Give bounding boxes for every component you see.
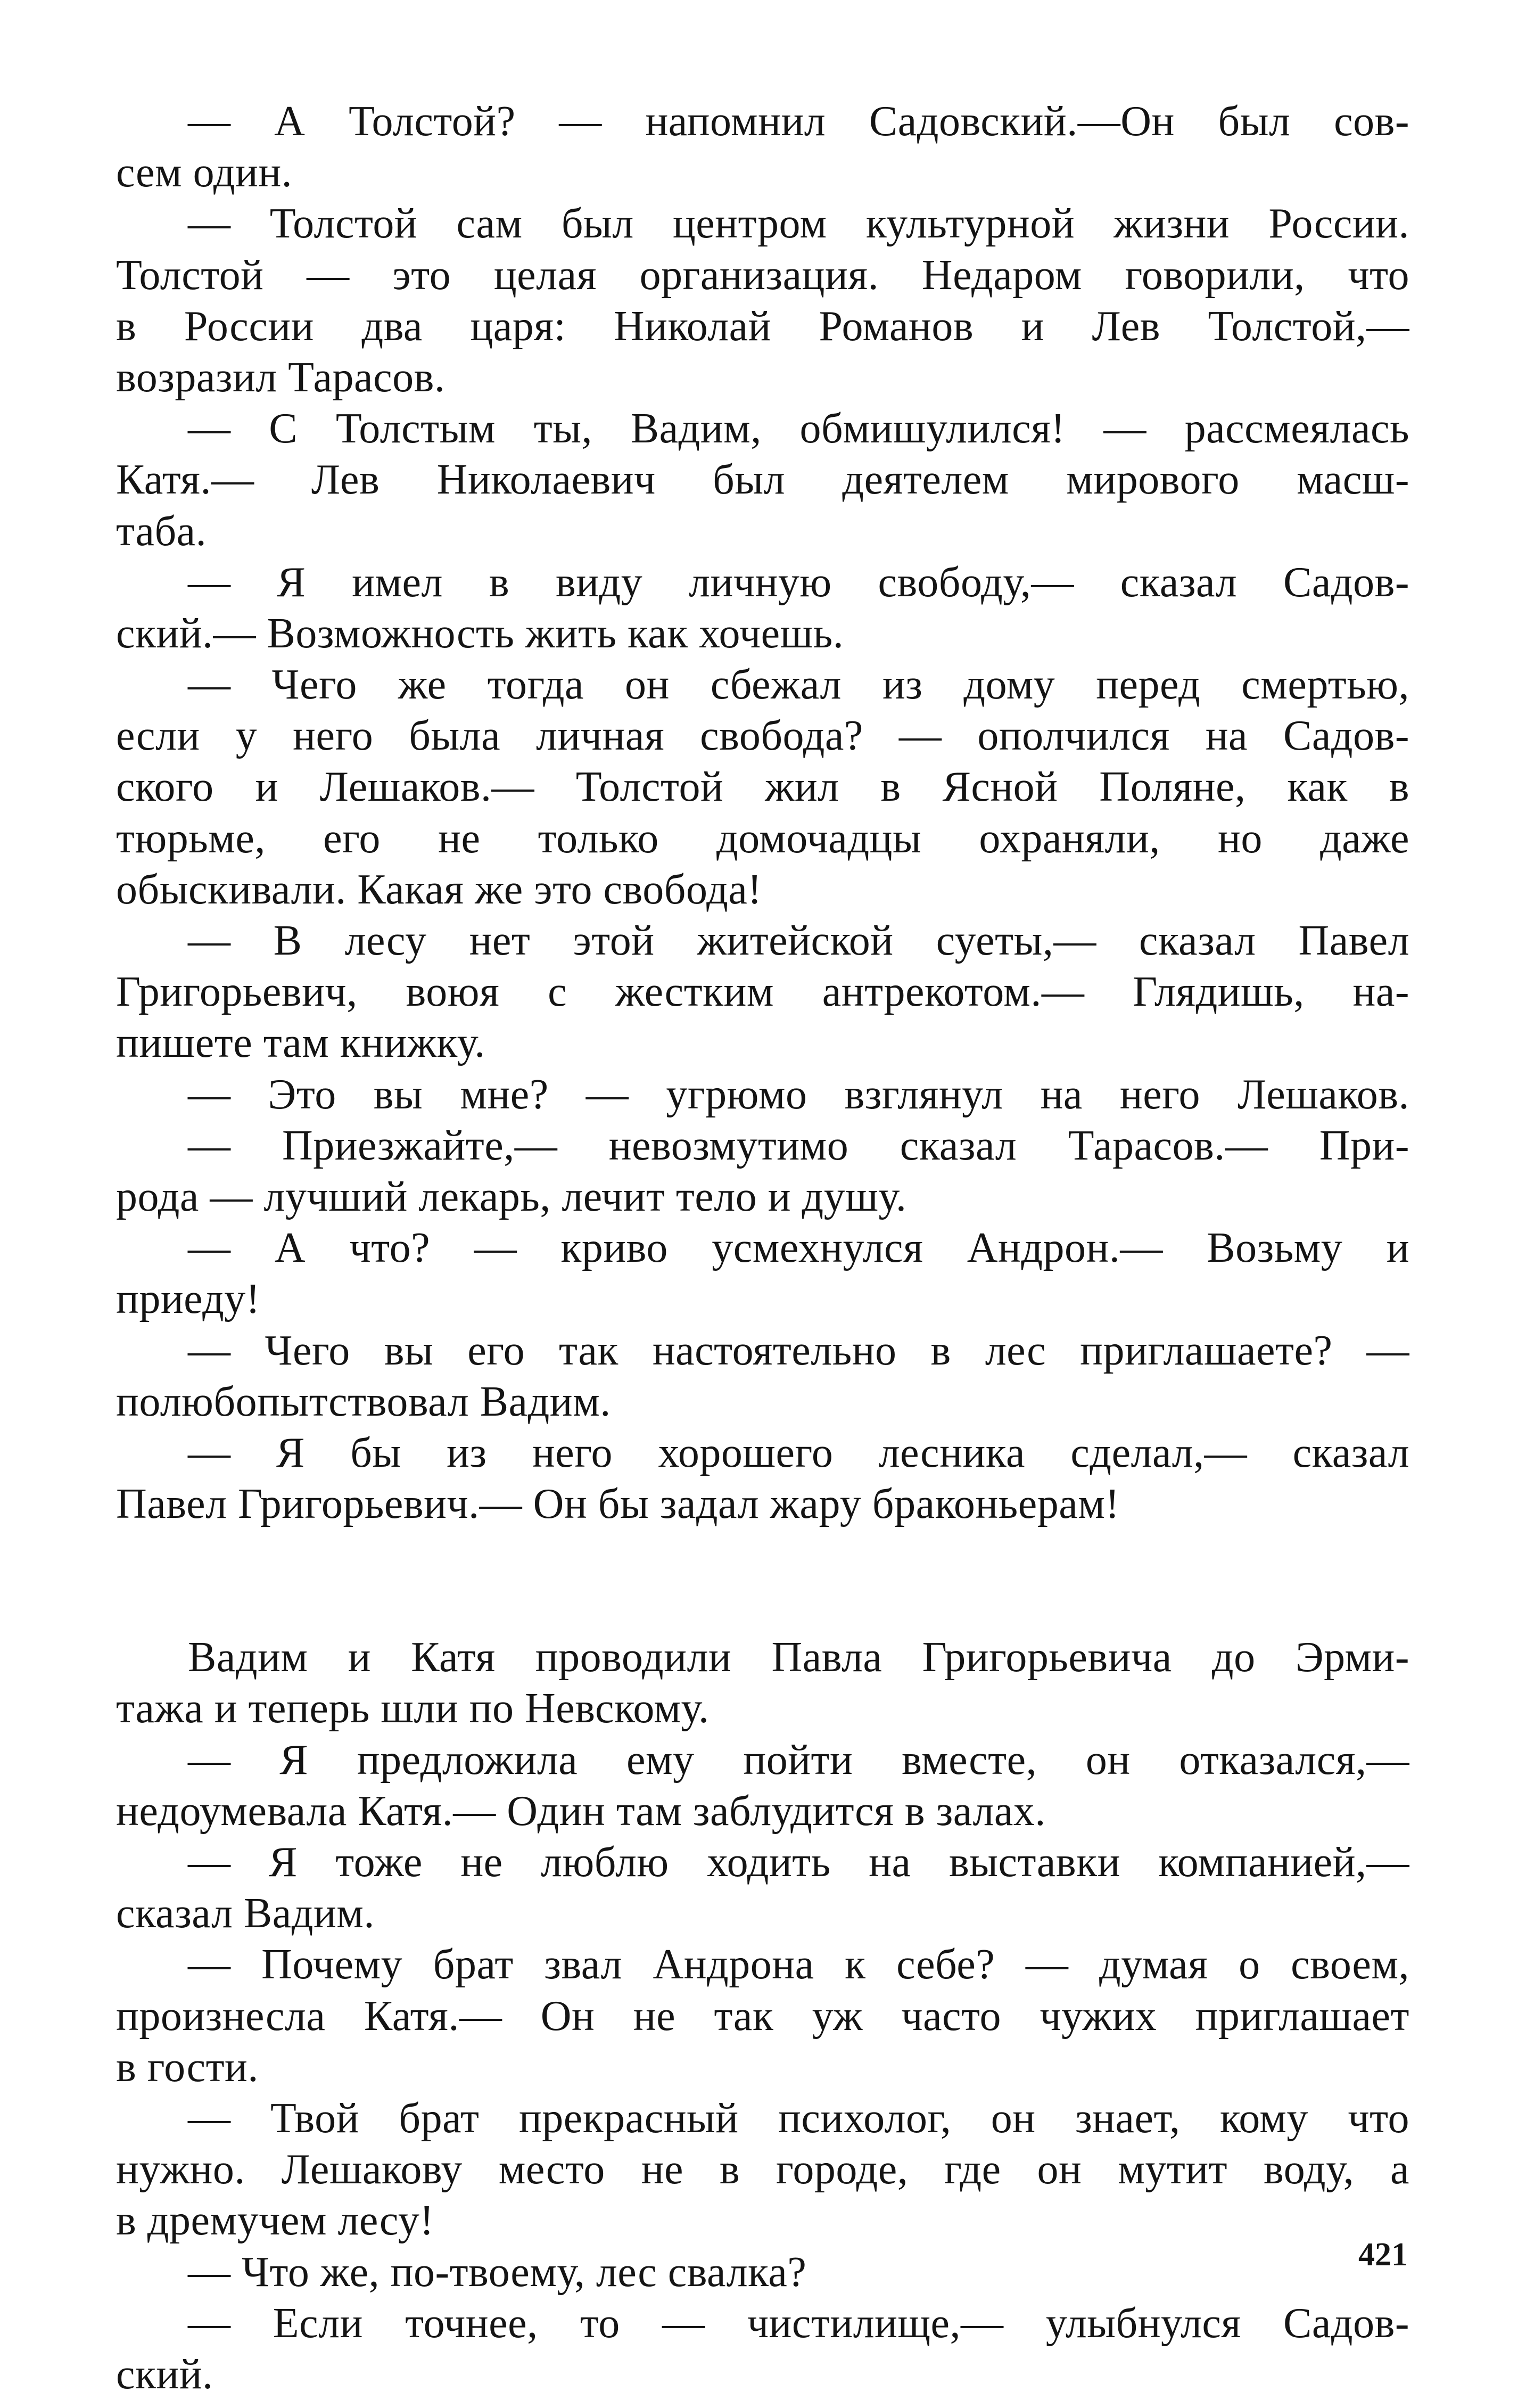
text-line: — Чего же тогда он сбежал из дому перед смертью, [188, 661, 1409, 709]
text-line: недоумевала Катя.— Один там заблудится в залах. [116, 1787, 1046, 1835]
text-line: — Толстой сам был центром культурной жизни России. [188, 200, 1409, 248]
text-line: — Я имел в виду личную свободу,— сказал Садов- [188, 558, 1409, 606]
text-line: в дремучем лесу! [116, 2197, 434, 2245]
text-line: обыскивали. Какая же это свобода! [116, 866, 762, 913]
text-line: — А что? — криво усмехнулся Андрон.— Возьму и [188, 1224, 1409, 1272]
text-line: Вадим и Катя проводили Павла Григорьевича до Эрми- [188, 1634, 1409, 1681]
text-line: если у него была личная свобода? — ополчился на Садов- [116, 712, 1409, 760]
text-line: — Это вы мне? — угрюмо взглянул на него Лешаков. [188, 1071, 1409, 1118]
text-line: Павел Григорьевич.— Он бы задал жару браконьерам! [116, 1481, 1120, 1528]
text-line: — Почему брат звал Андрона к себе? — думая о своем, [188, 1941, 1409, 1988]
text-line: сказал Вадим. [116, 1890, 375, 1937]
text-line: — Что же, по-твоему, лес свалка? [188, 2248, 807, 2296]
text-line: произнесла Катя.— Он не так уж часто чужих приглашает [116, 1992, 1409, 2040]
page-number: 421 [1358, 2237, 1408, 2273]
text-line: Григорьевич, воюя с жестким антрекотом.— Глядишь, на- [116, 968, 1409, 1016]
text-line: Толстой — это целая организация. Недаром говорили, что [116, 251, 1409, 299]
text-line: полюбопытствовал Вадим. [116, 1378, 611, 1425]
text-line: приеду! [116, 1276, 260, 1323]
text-line: — Если точнее, то — чистилище,— улыбнулся Садов- [188, 2299, 1409, 2347]
text-line: — Чего вы его так настоятельно в лес приглашаете? — [188, 1327, 1409, 1374]
text-line: сем один. [116, 149, 293, 196]
text-line: — Приезжайте,— невозмутимо сказал Тарасов.— При- [188, 1122, 1409, 1169]
section-break [116, 1530, 1409, 1632]
page-body [116, 96, 1409, 2400]
text-line: нужно. Лешакову место не в городе, где он мутит воду, а [116, 2146, 1409, 2193]
text-line: возразил Тарасов. [116, 354, 446, 401]
text-line: — Твой брат прекрасный психолог, он знает, кому что [188, 2094, 1409, 2142]
text-line: — В лесу нет этой житейской суеты,— сказал Павел [188, 917, 1409, 964]
text-line: пишете там книжку. [116, 1020, 485, 1067]
text-line: в России два царя: Николай Романов и Лев Толстой,— [116, 302, 1409, 350]
text-line: в гости. [116, 2043, 259, 2091]
text-line: таба. [116, 507, 207, 555]
text-line: — Я тоже не люблю ходить на выставки компанией,— [188, 1839, 1409, 1886]
text-line: ский.— Возможность жить как хочешь. [116, 610, 844, 657]
text-line: ского и Лешаков.— Толстой жил в Ясной Поляне, как в [116, 763, 1409, 811]
text-line: Катя.— Лев Николаевич был деятелем мирового масш- [116, 456, 1409, 504]
text-line: рода — лучший лекарь, лечит тело и душу. [116, 1173, 907, 1220]
text-line: — Я предложила ему пойти вместе, он отказался,— [188, 1736, 1409, 1784]
text-line: — Я бы из него хорошего лесника сделал,— сказал [188, 1429, 1409, 1476]
text-line: тажа и теперь шли по Невскому. [116, 1685, 710, 1732]
text-line: — С Толстым ты, Вадим, обмишулился! — рассмеялась [188, 405, 1409, 453]
text-line: — А Толстой? — напомнил Садовский.—Он был сов- [188, 98, 1409, 145]
text-line: ский. [116, 2351, 213, 2398]
text-line: тюрьме, его не только домочадцы охраняли, но даже [116, 815, 1409, 862]
